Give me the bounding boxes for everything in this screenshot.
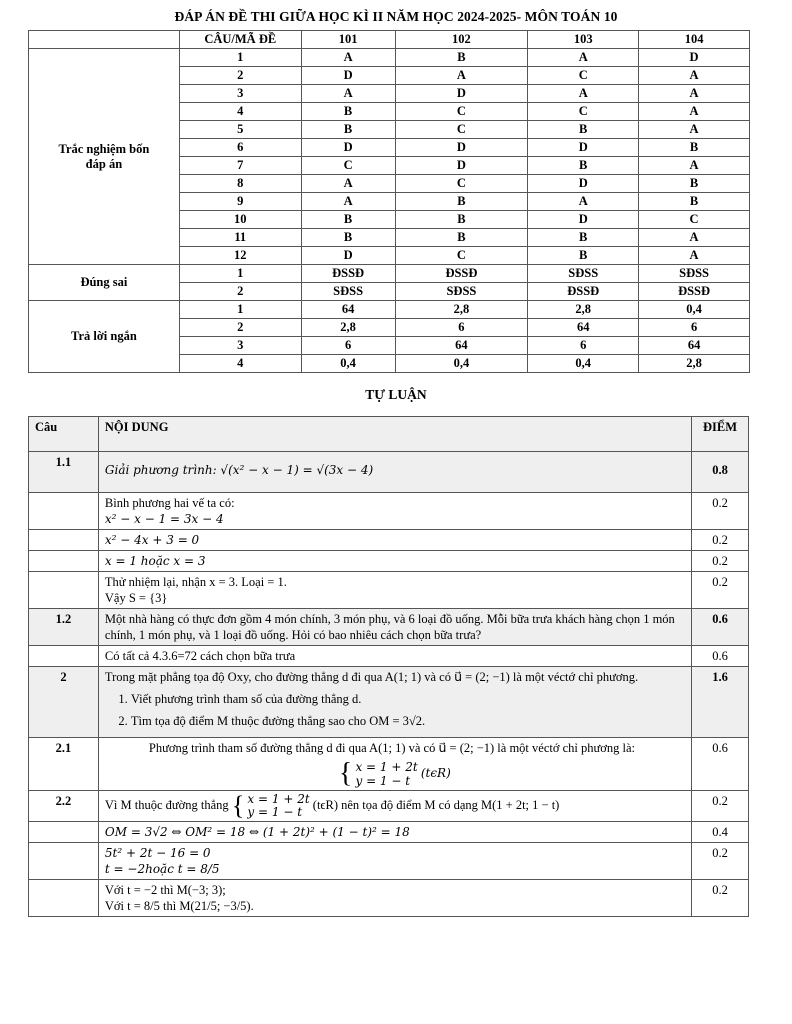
answer-cell: A xyxy=(639,247,750,265)
answer-header-row xyxy=(29,31,750,49)
answer-cell: B xyxy=(395,193,528,211)
answer-cell: C xyxy=(395,121,528,139)
question-number: 10 xyxy=(179,211,301,229)
answer-cell: A xyxy=(639,229,750,247)
answer-post: (tϵR) nên tọa độ điểm M có dạng M(1 + 2t; 1 − t) xyxy=(312,797,560,812)
short-answer-section-label: Trả lời ngắn xyxy=(29,301,180,373)
answer-cell: B xyxy=(639,175,750,193)
points: 0.6 xyxy=(692,609,749,646)
points: 0.6 xyxy=(692,738,749,791)
answer-text xyxy=(98,738,691,791)
step-line: Vậy S = {3} xyxy=(104,591,168,605)
multiple-choice-row xyxy=(29,49,750,67)
system-line-1: x = 1 + 2t xyxy=(355,760,418,774)
question-number: 2 xyxy=(29,667,99,738)
answer-cell: SĐSS xyxy=(301,283,395,301)
question-subitems xyxy=(105,691,685,729)
short-answer-row xyxy=(29,301,750,319)
equation-text: Giải phương trình: √(x² − x − 1) = √(3x − 4) xyxy=(104,463,374,477)
answer-cell: D xyxy=(301,139,395,157)
step-equation: OM = 3√2 ⇔ OM² = 18 ⇔ (1 + 2t)² + (1 − t)² = 18 xyxy=(98,822,691,843)
answer-cell: A xyxy=(528,85,639,103)
points: 1.6 xyxy=(692,667,749,738)
points: 0.4 xyxy=(692,822,749,843)
answer-cell: B xyxy=(301,211,395,229)
answer-cell: 2,8 xyxy=(639,355,750,373)
brace-icon: { xyxy=(231,791,245,820)
question-number: 7 xyxy=(179,157,301,175)
parametric-system xyxy=(149,760,685,788)
answer-cell: D xyxy=(395,85,528,103)
points: 0.2 xyxy=(692,530,749,551)
points: 0.8 xyxy=(692,452,749,493)
essay-step-row xyxy=(29,551,749,572)
blank-cell xyxy=(29,646,99,667)
answer-cell: SĐSS xyxy=(395,283,528,301)
system-condition: (tϵR) xyxy=(420,765,451,780)
essay-step-row xyxy=(29,880,749,917)
header-code-103: 103 xyxy=(528,31,639,49)
header-code-102: 102 xyxy=(395,31,528,49)
essay-step-row xyxy=(29,822,749,843)
answer-cell: 6 xyxy=(639,319,750,337)
answer-table xyxy=(28,30,750,373)
answer-cell: D xyxy=(395,139,528,157)
question-number: 12 xyxy=(179,247,301,265)
essay-header-diem: ĐIỂM xyxy=(692,417,749,452)
answer-cell: 2,8 xyxy=(395,301,528,319)
answer-cell: B xyxy=(528,247,639,265)
question-number: 1.1 xyxy=(29,452,99,493)
answer-cell: D xyxy=(301,67,395,85)
answer-text xyxy=(98,791,691,822)
question-number: 3 xyxy=(179,337,301,355)
header-code-101: 101 xyxy=(301,31,395,49)
answer-cell: A xyxy=(639,157,750,175)
step-text xyxy=(98,572,691,609)
essay-step-row xyxy=(29,530,749,551)
answer-cell: B xyxy=(395,211,528,229)
blank-cell xyxy=(29,530,99,551)
system-line-2: y = 1 − t xyxy=(247,805,303,819)
answer-cell: C xyxy=(639,211,750,229)
question-number: 2 xyxy=(179,283,301,301)
question-number: 1.2 xyxy=(29,609,99,646)
essay-step-row xyxy=(29,843,749,880)
answer-cell: 2,8 xyxy=(301,319,395,337)
essay-header-cau: Câu xyxy=(29,417,99,452)
answer-cell: D xyxy=(528,139,639,157)
answer-cell: A xyxy=(301,85,395,103)
answer-cell: 64 xyxy=(639,337,750,355)
question-number: 1 xyxy=(179,301,301,319)
answer-cell: B xyxy=(301,229,395,247)
points: 0.2 xyxy=(692,572,749,609)
answer-cell: 0,4 xyxy=(639,301,750,319)
essay-row-2 xyxy=(29,667,749,738)
points: 0.2 xyxy=(692,880,749,917)
essay-section-title: TỰ LUẬN xyxy=(365,387,427,402)
points: 0.2 xyxy=(692,493,749,530)
answer-pre: Vì M thuộc đường thẳng xyxy=(104,797,229,812)
header-code-104: 104 xyxy=(639,31,750,49)
step-equation xyxy=(98,843,691,880)
question-number: 4 xyxy=(179,103,301,121)
system-lines xyxy=(247,793,309,819)
answer-cell: ĐSSĐ xyxy=(301,265,395,283)
step-text: Có tất cả 4.3.6=72 cách chọn bữa trưa xyxy=(98,646,691,667)
question-text: Một nhà hàng có thực đơn gồm 4 món chính, 3 món phụ, và 6 loại đồ uống. Mỗi bữa trưa khách hàng chọn 1 món chính, 1 món phụ, và 1 loại đồ uống. Hỏi có bao nhiêu cách chọn bữa trưa? xyxy=(98,609,691,646)
essay-table xyxy=(28,416,749,917)
step-line: Bình phương hai vế ta có: xyxy=(104,496,235,510)
question-number: 11 xyxy=(179,229,301,247)
question-number: 5 xyxy=(179,121,301,139)
answer-cell: B xyxy=(639,193,750,211)
answer-cell: B xyxy=(301,103,395,121)
question-number: 2.2 xyxy=(29,791,99,822)
points: 0.2 xyxy=(692,551,749,572)
answer-cell: C xyxy=(528,67,639,85)
answer-cell: B xyxy=(395,49,528,67)
answer-cell: B xyxy=(395,229,528,247)
points: 0.2 xyxy=(692,843,749,880)
step-equation: x² − x − 1 = 3x − 4 xyxy=(104,512,224,526)
essay-step-row xyxy=(29,493,749,530)
answer-cell: B xyxy=(528,157,639,175)
system-line-1: x = 1 + 2t xyxy=(247,792,310,806)
brace-icon: { xyxy=(338,758,353,789)
answer-cell: 2,8 xyxy=(528,301,639,319)
answer-cell: A xyxy=(395,67,528,85)
answer-cell: SĐSS xyxy=(528,265,639,283)
blank-cell xyxy=(29,572,99,609)
answer-cell: D xyxy=(395,157,528,175)
answer-cell: A xyxy=(528,49,639,67)
step-line: Với t = −2 thì M(−3; 3); xyxy=(104,883,226,897)
answer-cell: 64 xyxy=(301,301,395,319)
essay-row-1-1 xyxy=(29,452,749,493)
essay-header-row xyxy=(29,417,749,452)
step-line: t = −2hoặc t = 8/5 xyxy=(104,862,220,876)
answer-cell: A xyxy=(528,193,639,211)
answer-cell: ĐSSĐ xyxy=(528,283,639,301)
answer-cell: 6 xyxy=(301,337,395,355)
answer-cell: 64 xyxy=(528,319,639,337)
answer-cell: D xyxy=(528,211,639,229)
answer-cell: C xyxy=(301,157,395,175)
essay-row-2-2 xyxy=(29,791,749,822)
answer-cell: C xyxy=(395,247,528,265)
question-number: 9 xyxy=(179,193,301,211)
true-false-row xyxy=(29,265,750,283)
step-equation: x = 1 hoặc x = 3 xyxy=(98,551,691,572)
question-number: 2.1 xyxy=(29,738,99,791)
system-line-2: y = 1 − t xyxy=(355,774,411,788)
question-number: 2 xyxy=(179,319,301,337)
answer-cell: 64 xyxy=(395,337,528,355)
answer-cell: B xyxy=(639,139,750,157)
answer-cell: 0,4 xyxy=(528,355,639,373)
answer-cell: A xyxy=(301,49,395,67)
points: 0.2 xyxy=(692,791,749,822)
answer-cell: A xyxy=(639,121,750,139)
blank-cell xyxy=(29,880,99,917)
subitem-2: 2. Tìm tọa độ điểm M thuộc đường thẳng sao cho OM = 3√2. xyxy=(131,713,685,729)
answer-table-body xyxy=(29,31,750,373)
answer-cell: A xyxy=(639,85,750,103)
answer-cell: B xyxy=(528,229,639,247)
answer-cell: C xyxy=(528,103,639,121)
multiple-choice-section-label: Trắc nghiệm bốn đáp án xyxy=(29,49,180,265)
question-number: 8 xyxy=(179,175,301,193)
essay-row-1-2 xyxy=(29,609,749,646)
system-lines xyxy=(355,760,417,788)
question-intro: Trong mặt phẳng tọa độ Oxy, cho đường thẳng d đi qua A(1; 1) và có u⃗ = (2; −1) là một véctớ chỉ phương. xyxy=(104,670,639,684)
step-equation: x² − 4x + 3 = 0 xyxy=(98,530,691,551)
question-text xyxy=(98,452,691,493)
answer-cell: ĐSSĐ xyxy=(639,283,750,301)
question-number: 2 xyxy=(179,67,301,85)
answer-cell: D xyxy=(528,175,639,193)
answer-cell: 6 xyxy=(395,319,528,337)
essay-step-row xyxy=(29,572,749,609)
blank-cell xyxy=(29,822,99,843)
essay-header-noi-dung: NỘI DUNG xyxy=(98,417,691,452)
answer-cell: 0,4 xyxy=(301,355,395,373)
answer-cell: A xyxy=(639,103,750,121)
header-cau-ma-de: CÂU/MÃ ĐỀ xyxy=(179,31,301,49)
answer-cell: D xyxy=(639,49,750,67)
question-number: 1 xyxy=(179,49,301,67)
blank-cell xyxy=(29,843,99,880)
answer-cell: A xyxy=(639,67,750,85)
answer-cell: A xyxy=(301,193,395,211)
step-line: Với t = 8/5 thì M(21/5; −3/5). xyxy=(104,899,254,913)
step-text xyxy=(98,493,691,530)
question-number: 1 xyxy=(179,265,301,283)
essay-row-2-1 xyxy=(29,738,749,791)
points: 0.6 xyxy=(692,646,749,667)
page-title: ĐÁP ÁN ĐỀ THI GIỮA HỌC KÌ II NĂM HỌC 2024-2025- MÔN TOÁN 10 xyxy=(174,9,618,24)
step-line: 5t² + 2t − 16 = 0 xyxy=(104,846,211,860)
answer-cell: D xyxy=(301,247,395,265)
answer-cell: 0,4 xyxy=(395,355,528,373)
answer-cell: C xyxy=(395,175,528,193)
header-blank-cell xyxy=(29,31,180,49)
question-number: 6 xyxy=(179,139,301,157)
answer-cell: ĐSSĐ xyxy=(395,265,528,283)
answer-cell: B xyxy=(528,121,639,139)
essay-step-row xyxy=(29,646,749,667)
answer-cell: C xyxy=(395,103,528,121)
answer-intro: Phương trình tham số đường thẳng d đi qua A(1; 1) và có u⃗ = (2; −1) là một véctớ chỉ phương là: xyxy=(148,741,635,755)
blank-cell xyxy=(29,551,99,572)
answer-cell: A xyxy=(301,175,395,193)
blank-cell xyxy=(29,493,99,530)
answer-cell: SĐSS xyxy=(639,265,750,283)
question-number: 4 xyxy=(179,355,301,373)
true-false-section-label: Đúng sai xyxy=(29,265,180,301)
step-line: Thử nhiệm lại, nhận x = 3. Loại = 1. xyxy=(104,575,287,589)
question-text xyxy=(98,667,691,738)
answer-cell: 6 xyxy=(528,337,639,355)
question-number: 3 xyxy=(179,85,301,103)
answer-cell: B xyxy=(301,121,395,139)
step-text xyxy=(98,880,691,917)
subitem-1: 1. Viết phương trình tham số của đường thẳng d. xyxy=(131,691,685,707)
